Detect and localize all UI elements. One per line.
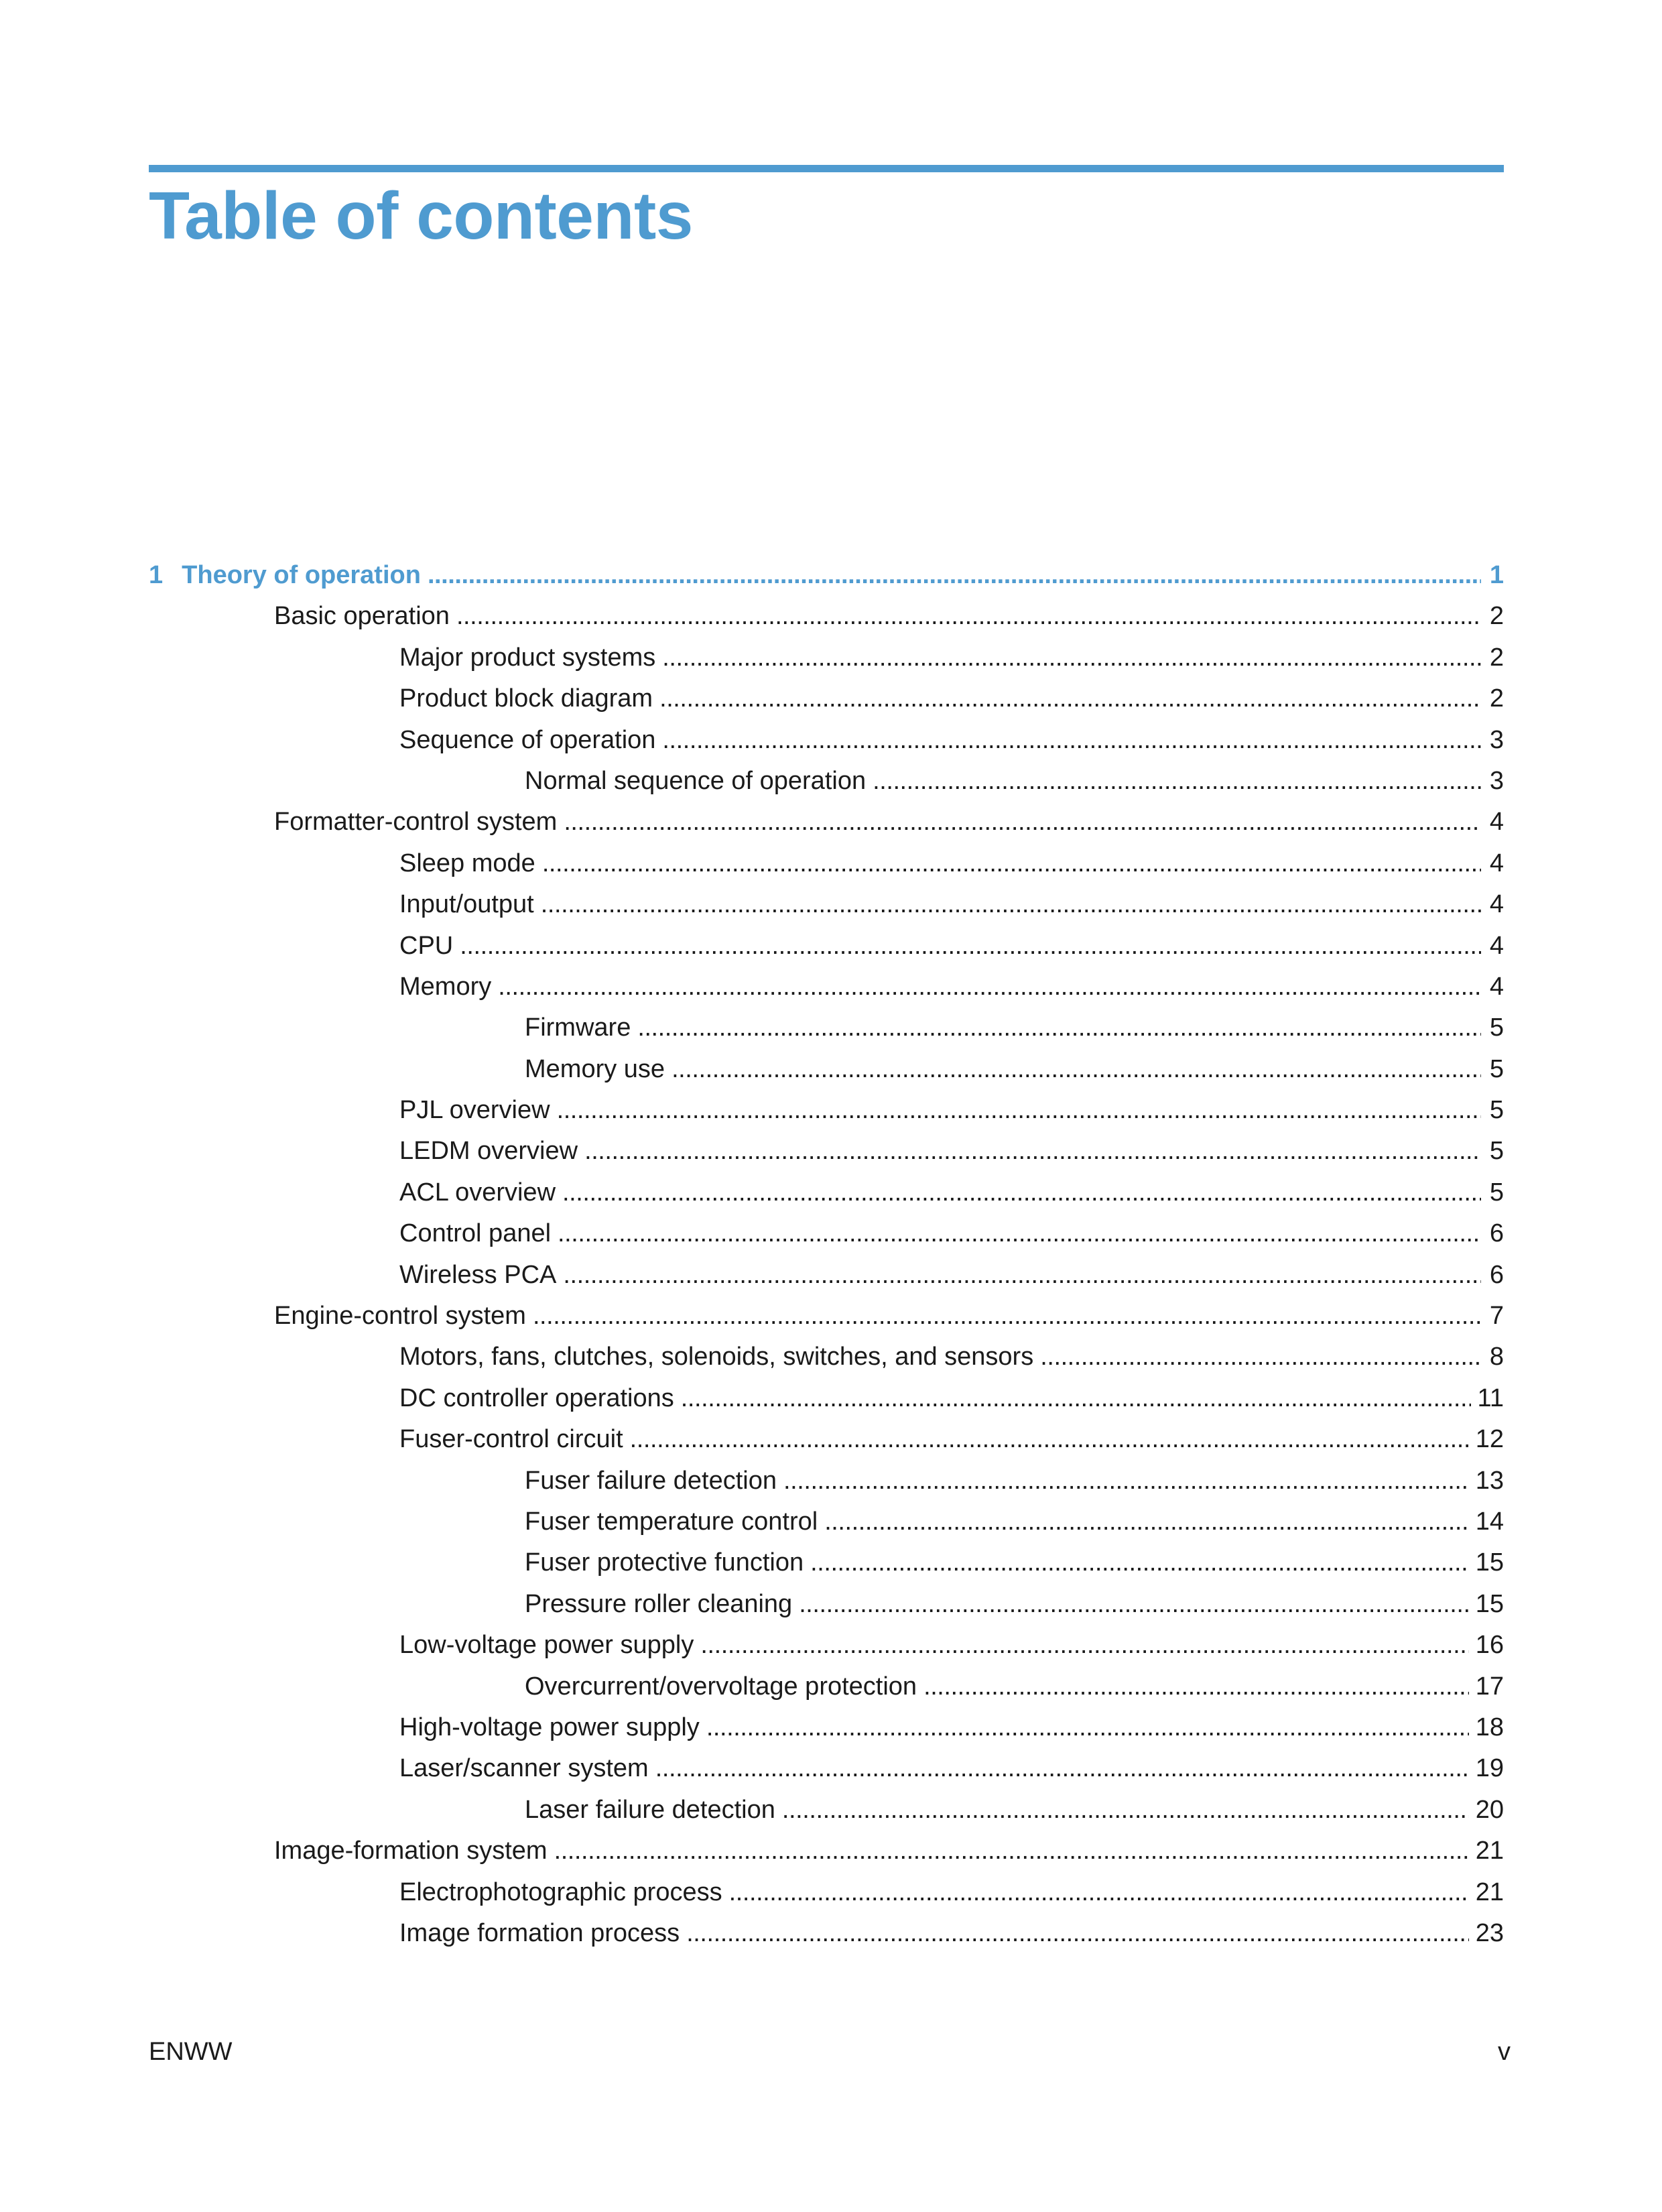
toc-page-number: 16	[1475, 1631, 1504, 1660]
toc-entry-title	[399, 1877, 729, 1908]
toc-page-number: 4	[1489, 808, 1504, 837]
toc-entry[interactable]	[149, 1372, 1504, 1413]
toc-entry-label: Sleep mode	[399, 849, 535, 877]
toc-entry[interactable]	[149, 796, 1504, 837]
toc-entry-title	[525, 1465, 783, 1496]
toc-dot-leader	[460, 930, 1481, 961]
toc-dot-leader	[662, 725, 1481, 755]
toc-entry-label: Image-formation system	[274, 1837, 548, 1865]
toc-entry[interactable]	[149, 1414, 1504, 1455]
toc-dot-leader	[584, 1135, 1481, 1166]
toc-dot-leader	[799, 1589, 1469, 1619]
toc-entry-label: Laser/scanner system	[399, 1754, 649, 1783]
toc-entry-label: Fuser failure detection	[525, 1466, 777, 1495]
toc-dot-leader	[662, 642, 1481, 673]
toc-entry[interactable]	[149, 1702, 1504, 1743]
toc-entry-label: Overcurrent/overvoltage protection	[525, 1672, 917, 1701]
toc-dot-leader	[564, 806, 1481, 837]
toc-entry-label: Firmware	[525, 1013, 631, 1042]
toc-entry-title	[399, 1424, 630, 1455]
toc-entry-label: Normal sequence of operation	[525, 766, 867, 795]
toc-page-number: 12	[1475, 1425, 1504, 1454]
toc-entry[interactable]	[149, 1578, 1504, 1619]
toc-dot-leader	[630, 1424, 1469, 1455]
toc-entry[interactable]	[149, 1660, 1504, 1701]
toc-entry-title	[274, 1300, 533, 1331]
toc-dot-leader	[782, 1794, 1469, 1825]
toc-entry-title	[525, 1012, 637, 1043]
toc-page-number: 1	[1489, 561, 1504, 589]
toc-page-number: 21	[1475, 1837, 1504, 1865]
toc-entry-label: Electrophotographic process	[399, 1878, 722, 1906]
toc-entry[interactable]	[149, 1866, 1504, 1907]
toc-entry[interactable]	[149, 1249, 1504, 1290]
toc-page-number: 19	[1475, 1754, 1504, 1783]
toc-page-number: 5	[1489, 1096, 1504, 1125]
toc-entry[interactable]	[149, 1002, 1504, 1043]
toc-entry-label: Input/output	[399, 890, 534, 919]
toc-entry-title	[525, 1671, 923, 1702]
toc-entry[interactable]	[149, 1331, 1504, 1372]
toc-entry-label: Formatter-control system	[274, 808, 558, 837]
toc-dot-leader	[557, 1095, 1481, 1125]
toc-entry-title	[525, 1589, 799, 1619]
toc-dot-leader	[783, 1465, 1469, 1496]
toc-dot-leader	[655, 1753, 1469, 1784]
toc-page-number: 11	[1477, 1384, 1504, 1412]
toc-dot-leader	[686, 1918, 1469, 1949]
toc-entry[interactable]	[149, 1908, 1504, 1949]
toc-dot-leader	[562, 1177, 1481, 1208]
page-title: Table of contents	[149, 178, 693, 253]
toc-entry[interactable]	[149, 1784, 1504, 1825]
toc-entry-title	[399, 1753, 655, 1784]
toc-entry-label: Control panel	[399, 1219, 552, 1248]
toc-page-number: 7	[1489, 1302, 1504, 1331]
title-rule	[149, 165, 1504, 172]
toc-entry[interactable]	[149, 1496, 1504, 1537]
toc-page-number: 15	[1475, 1589, 1504, 1618]
toc-entry-label: Sequence of operation	[399, 725, 656, 754]
toc-entry-title	[399, 1341, 1040, 1372]
toc-entry-label: Fuser-control circuit	[399, 1425, 623, 1454]
toc-page-number: 2	[1489, 643, 1504, 672]
toc-entry[interactable]	[149, 1208, 1504, 1249]
toc-entry[interactable]	[149, 755, 1504, 796]
toc-entry-label: Fuser protective function	[525, 1548, 804, 1577]
toc-entry-title	[525, 1547, 810, 1578]
toc-dot-leader	[659, 683, 1481, 714]
toc-entry[interactable]	[149, 879, 1504, 920]
toc-page-number: 8	[1489, 1343, 1504, 1371]
toc-dot-leader	[923, 1671, 1469, 1702]
toc-entry-title	[399, 1135, 584, 1166]
toc-entry-title	[525, 1506, 824, 1537]
toc-entry-label: Laser failure detection	[525, 1795, 775, 1824]
toc-dot-leader	[1040, 1341, 1481, 1372]
toc-entry-label: Fuser temperature control	[525, 1507, 818, 1536]
toc-dot-leader	[456, 601, 1481, 631]
toc-page-number: 2	[1489, 684, 1504, 713]
toc-page-number: 5	[1489, 1013, 1504, 1042]
toc-entry[interactable]	[149, 1743, 1504, 1784]
toc-entry[interactable]	[149, 1125, 1504, 1166]
toc-entry[interactable]	[149, 920, 1504, 961]
toc-page-number: 4	[1489, 849, 1504, 877]
toc-entry-label: Theory of operation	[182, 561, 421, 589]
toc-dot-leader	[558, 1218, 1481, 1249]
toc-entry-title	[399, 1095, 557, 1125]
toc-entry[interactable]	[149, 837, 1504, 878]
toc-entry-title	[149, 560, 428, 591]
footer-publication-code: ENWW	[149, 2038, 233, 2066]
toc-entry-title	[399, 1177, 562, 1208]
toc-dot-leader	[729, 1877, 1469, 1908]
toc-entry-label: Wireless PCA	[399, 1260, 557, 1289]
toc-entry-title	[399, 848, 542, 879]
toc-entry[interactable]	[149, 591, 1504, 631]
toc-page-number: 21	[1475, 1878, 1504, 1906]
toc-entry-label: Pressure roller cleaning	[525, 1589, 793, 1618]
toc-dot-leader	[700, 1630, 1468, 1660]
toc-entry-title	[525, 765, 873, 796]
toc-dot-leader	[681, 1383, 1471, 1414]
toc-entry-label: LEDM overview	[399, 1137, 578, 1166]
toc-page-number: 3	[1489, 766, 1504, 795]
toc-entry-title	[274, 1835, 554, 1866]
toc-entry-label: Product block diagram	[399, 684, 653, 713]
toc-entry[interactable]	[149, 1537, 1504, 1578]
toc-page-number: 5	[1489, 1137, 1504, 1166]
toc-entry[interactable]	[149, 673, 1504, 714]
toc-entry-title	[274, 806, 564, 837]
toc-entry-title	[399, 889, 541, 920]
toc-dot-leader	[873, 765, 1481, 796]
toc-page-number: 4	[1489, 931, 1504, 960]
toc-dot-leader	[428, 560, 1481, 591]
toc-entry-label: Basic operation	[274, 602, 450, 631]
toc-dot-leader	[672, 1054, 1481, 1085]
toc-entry-label: Major product systems	[399, 643, 656, 672]
toc-dot-leader	[637, 1012, 1481, 1043]
toc-entry-title	[399, 1630, 700, 1660]
toc-entry[interactable]	[149, 1290, 1504, 1331]
toc-entry[interactable]	[149, 1825, 1504, 1866]
toc-entry-title	[525, 1794, 782, 1825]
toc-dot-leader	[706, 1712, 1469, 1743]
toc-entry-title	[399, 642, 662, 673]
toc-dot-leader	[824, 1506, 1469, 1537]
toc-entry-label: Engine-control system	[274, 1302, 526, 1331]
toc-entry-label: PJL overview	[399, 1096, 550, 1125]
toc-page-number: 3	[1489, 725, 1504, 754]
toc-entry-title	[399, 1259, 563, 1290]
toc-entry-label: Memory use	[525, 1054, 665, 1083]
toc-entry[interactable]	[149, 961, 1504, 1002]
toc-page-number: 6	[1489, 1260, 1504, 1289]
toc-chapter-number: 1	[149, 561, 164, 589]
toc-page-number: 5	[1489, 1178, 1504, 1207]
toc-entry-label: Motors, fans, clutches, solenoids, switches, and sensors	[399, 1343, 1034, 1371]
toc-entry[interactable]	[149, 1166, 1504, 1207]
toc-dot-leader	[554, 1835, 1469, 1866]
toc-page-number: 18	[1475, 1713, 1504, 1741]
toc-dot-leader	[533, 1300, 1481, 1331]
toc-entry-title	[399, 1383, 681, 1414]
toc-page-number: 23	[1475, 1918, 1504, 1947]
toc-entry-label: Low-voltage power supply	[399, 1631, 694, 1660]
toc-entry-label: CPU	[399, 931, 454, 960]
toc-entry[interactable]	[149, 1619, 1504, 1660]
toc-entry[interactable]	[149, 714, 1504, 755]
toc-dot-leader	[810, 1547, 1469, 1578]
table-of-contents	[149, 548, 1504, 1949]
toc-page-number: 15	[1475, 1548, 1504, 1577]
toc-entry-title	[399, 683, 659, 714]
toc-entry-title	[399, 1712, 706, 1743]
toc-entry-title	[399, 1218, 558, 1249]
toc-page-number: 4	[1489, 890, 1504, 919]
toc-entry-label: High-voltage power supply	[399, 1713, 700, 1741]
toc-entry[interactable]	[149, 631, 1504, 672]
toc-dot-leader	[498, 971, 1481, 1002]
toc-entry-label: ACL overview	[399, 1178, 556, 1207]
toc-entry-title	[399, 1918, 686, 1949]
toc-entry-label: Memory	[399, 972, 492, 1001]
toc-entry-title	[525, 1054, 672, 1085]
toc-entry-title	[399, 971, 498, 1002]
toc-entry[interactable]	[149, 1043, 1504, 1084]
toc-entry-title	[399, 725, 662, 755]
toc-entry-label: Image formation process	[399, 1918, 680, 1947]
toc-page-number: 5	[1489, 1054, 1504, 1083]
toc-page-number: 14	[1475, 1507, 1504, 1536]
toc-page-number: 6	[1489, 1219, 1504, 1248]
toc-entry-title	[399, 930, 460, 961]
toc-page-number: 2	[1489, 602, 1504, 631]
toc-dot-leader	[563, 1259, 1481, 1290]
toc-page-number: 20	[1475, 1795, 1504, 1824]
toc-entry[interactable]	[149, 1455, 1504, 1495]
toc-page-number: 13	[1475, 1466, 1504, 1495]
toc-entry-title	[274, 601, 456, 631]
toc-dot-leader	[542, 848, 1481, 879]
toc-page-number: 4	[1489, 972, 1504, 1001]
toc-chapter-entry[interactable]	[149, 548, 1504, 591]
footer-page-number: v	[1498, 2038, 1511, 2066]
toc-page-number: 17	[1475, 1672, 1504, 1701]
toc-dot-leader	[541, 889, 1481, 920]
toc-entry-label: DC controller operations	[399, 1384, 674, 1412]
toc-entry[interactable]	[149, 1085, 1504, 1125]
